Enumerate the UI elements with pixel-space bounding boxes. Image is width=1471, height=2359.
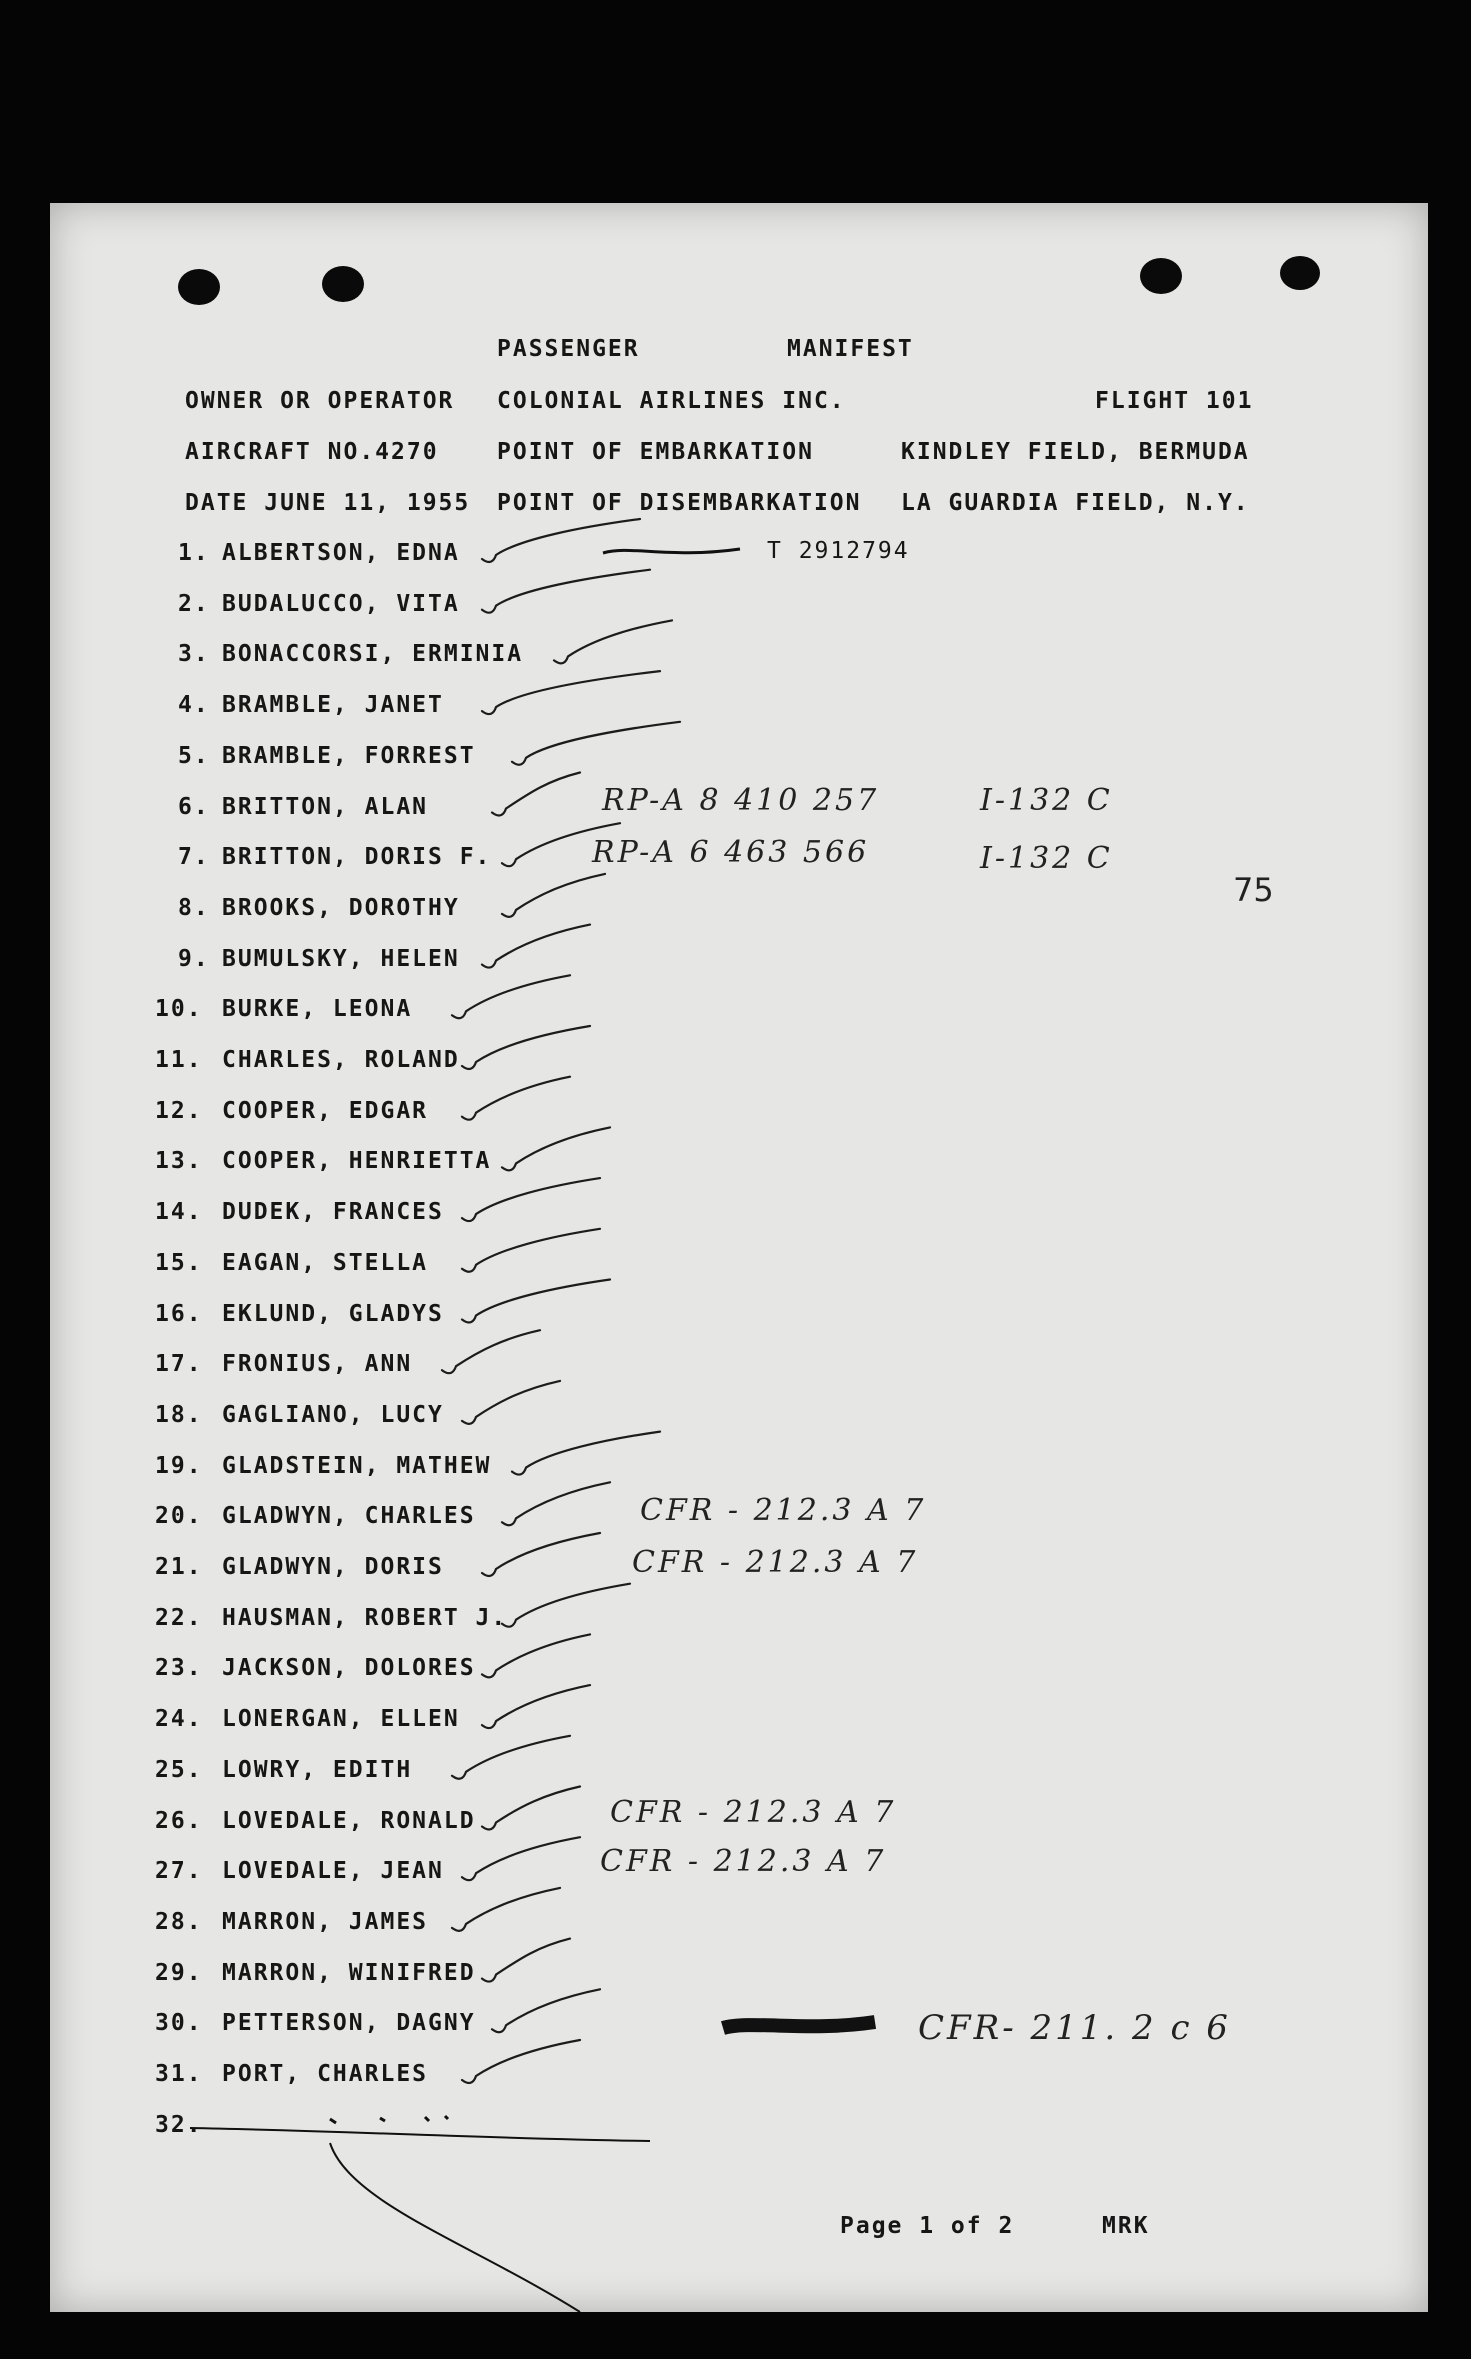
passenger-name: BRITTON, DORIS F. bbox=[222, 844, 492, 871]
row20-annotation: CFR - 212.3 A 7 bbox=[640, 1493, 927, 1528]
passenger-number: 29. bbox=[155, 1959, 203, 1986]
passenger-name: GLADSTEIN, MATHEW bbox=[222, 1452, 492, 1479]
passenger-number: 13. bbox=[155, 1148, 203, 1175]
owner-value: COLONIAL AIRLINES INC. bbox=[497, 388, 846, 414]
row6-annotation: RP-A 8 410 257 bbox=[602, 783, 880, 818]
passenger-number: 1. bbox=[178, 540, 210, 566]
passenger-name: BONACCORSI, ERMINIA bbox=[222, 641, 524, 668]
passenger-number: 22. bbox=[155, 1604, 203, 1631]
passenger-name: EKLUND, GLADYS bbox=[222, 1300, 444, 1327]
disembark-label: POINT OF DISEMBARKATION bbox=[497, 490, 862, 516]
title-manifest: MANIFEST bbox=[787, 336, 914, 362]
passenger-number: 2. bbox=[178, 590, 210, 617]
flight-number: FLIGHT 101 bbox=[1095, 388, 1254, 414]
passenger-number: 26. bbox=[155, 1807, 203, 1834]
passenger-name: BRAMBLE, JANET bbox=[222, 692, 444, 719]
passenger-name: BRAMBLE, FORREST bbox=[222, 742, 476, 769]
passenger-number: 20. bbox=[155, 1503, 203, 1530]
passenger-name: LOVEDALE, RONALD bbox=[222, 1807, 476, 1834]
passenger-number: 10. bbox=[155, 996, 203, 1023]
passenger-name: GAGLIANO, LUCY bbox=[222, 1401, 444, 1428]
passenger-number: 7. bbox=[178, 844, 210, 871]
passenger-name: LONERGAN, ELLEN bbox=[222, 1706, 460, 1733]
passenger-name: ALBERTSON, EDNA bbox=[222, 540, 460, 566]
passenger-number: 16. bbox=[155, 1300, 203, 1327]
passenger-name: EAGAN, STELLA bbox=[222, 1249, 429, 1276]
row26-annotation: CFR - 212.3 A 7 bbox=[610, 1795, 897, 1830]
passenger-name: MARRON, JAMES bbox=[222, 1908, 429, 1935]
passenger-name: GLADWYN, DORIS bbox=[222, 1554, 444, 1580]
passenger-number: 23. bbox=[155, 1655, 203, 1682]
passenger-number: 21. bbox=[155, 1554, 203, 1580]
passenger-number: 27. bbox=[155, 1858, 203, 1885]
passenger-number: 24. bbox=[155, 1706, 203, 1733]
embark-label: POINT OF EMBARKATION bbox=[497, 439, 814, 465]
passenger-name: FRONIUS, ANN bbox=[222, 1351, 413, 1378]
row21-annotation: CFR - 212.3 A 7 bbox=[632, 1545, 919, 1580]
passenger-name: JACKSON, DOLORES bbox=[222, 1655, 476, 1682]
passenger-name: PORT, CHARLES bbox=[222, 2061, 429, 2087]
disembark-value: LA GUARDIA FIELD, N.Y. bbox=[901, 490, 1250, 516]
passenger-number: 6. bbox=[178, 793, 210, 820]
passenger-name: COOPER, EDGAR bbox=[222, 1097, 429, 1124]
passenger-number: 11. bbox=[155, 1047, 203, 1073]
passenger-number: 28. bbox=[155, 1908, 203, 1935]
strike-marks bbox=[50, 203, 1428, 2312]
passenger-name: BUDALUCCO, VITA bbox=[222, 590, 460, 617]
page-indicator: Page 1 of 2 bbox=[840, 2213, 1015, 2239]
passenger-name: HAUSMAN, ROBERT J. bbox=[222, 1604, 508, 1631]
passenger-number: 14. bbox=[155, 1199, 203, 1226]
row1-typed-annotation: T 2912794 bbox=[767, 538, 910, 564]
page-number: 75 bbox=[1233, 871, 1274, 909]
passenger-name: BURKE, LEONA bbox=[222, 996, 413, 1023]
passenger-name: BROOKS, DOROTHY bbox=[222, 894, 460, 921]
title-passenger: PASSENGER bbox=[497, 336, 640, 362]
embark-value: KINDLEY FIELD, BERMUDA bbox=[901, 439, 1250, 465]
passenger-number: 32. bbox=[155, 2111, 203, 2138]
passenger-name: BRITTON, ALAN bbox=[222, 793, 429, 820]
owner-label: OWNER OR OPERATOR bbox=[185, 388, 455, 414]
manifest-page bbox=[50, 203, 1428, 2312]
passenger-number: 9. bbox=[178, 945, 210, 972]
passenger-number: 4. bbox=[178, 692, 210, 719]
row7-annotation: RP-A 6 463 566 bbox=[592, 835, 870, 870]
passenger-number: 5. bbox=[178, 742, 210, 769]
row30-annotation: CFR- 211. 2 c 6 bbox=[918, 2008, 1231, 2048]
passenger-number: 8. bbox=[178, 894, 210, 921]
aircraft-number: AIRCRAFT NO.4270 bbox=[185, 439, 439, 465]
passenger-number: 30. bbox=[155, 2010, 203, 2037]
passenger-name: GLADWYN, CHARLES bbox=[222, 1503, 476, 1530]
passenger-name: CHARLES, ROLAND bbox=[222, 1047, 460, 1073]
passenger-name: BUMULSKY, HELEN bbox=[222, 945, 460, 972]
passenger-number: 15. bbox=[155, 1249, 203, 1276]
passenger-name: LOWRY, EDITH bbox=[222, 1756, 413, 1783]
passenger-number: 19. bbox=[155, 1452, 203, 1479]
passenger-number: 25. bbox=[155, 1756, 203, 1783]
row27-annotation: CFR - 212.3 A 7 bbox=[600, 1844, 887, 1879]
passenger-name: DUDEK, FRANCES bbox=[222, 1199, 444, 1226]
passenger-number: 3. bbox=[178, 641, 210, 668]
row6-code: I-132 C bbox=[980, 783, 1113, 818]
flight-date: DATE JUNE 11, 1955 bbox=[185, 490, 471, 516]
passenger-number: 31. bbox=[155, 2061, 203, 2087]
passenger-number: 17. bbox=[155, 1351, 203, 1378]
passenger-name: LOVEDALE, JEAN bbox=[222, 1858, 444, 1885]
passenger-name: PETTERSON, DAGNY bbox=[222, 2010, 476, 2037]
clerk-initials: MRK bbox=[1102, 2213, 1150, 2239]
row7-code: I-132 C bbox=[980, 841, 1113, 876]
passenger-number: 18. bbox=[155, 1401, 203, 1428]
passenger-name: MARRON, WINIFRED bbox=[222, 1959, 476, 1986]
passenger-number: 12. bbox=[155, 1097, 203, 1124]
passenger-name: COOPER, HENRIETTA bbox=[222, 1148, 492, 1175]
